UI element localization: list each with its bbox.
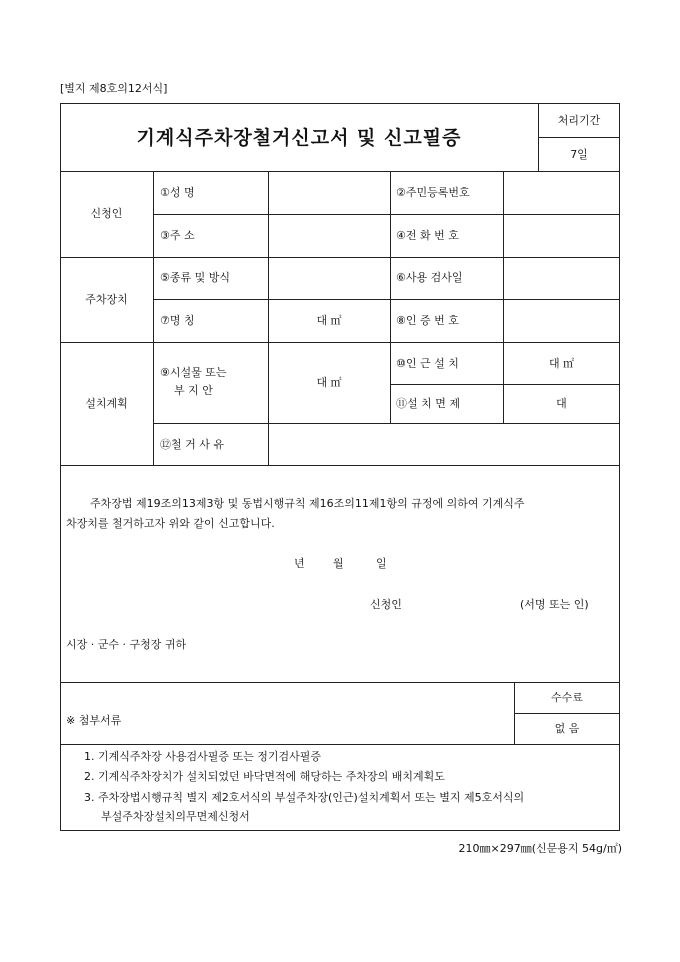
nearby-install-unit: 대 ㎡ [548,357,575,370]
rrn-label: ②주민등록번호 [396,186,470,199]
inspection-date-label: ⑥사용 검사일 [396,271,463,284]
name-label: ①성 명 [160,186,195,199]
address-field[interactable] [269,215,390,257]
attachment-item-1: 1. 기계식주차장 사용검사필증 또는 정기검사필증 [84,750,321,763]
attachments-header: ※ 첨부서류 [66,714,122,727]
exemption-unit: 대 [556,397,567,410]
phone-field[interactable] [504,215,619,257]
recipient: 시장 · 군수 · 구청장 귀하 [66,638,187,651]
signer-label: 신청인 [370,598,402,611]
fee-label: 수수료 [551,691,583,704]
section-applicant: 신청인 [90,207,123,220]
rrn-field[interactable] [504,172,619,214]
page-title: 기계식주차장철거신고서 및 신고필증 [136,127,462,149]
facility-label: ⑨시설물 또는 [160,366,227,379]
phone-label: ④전 화 번 호 [396,229,459,242]
removal-reason-label: ⑫철 거 사 유 [160,438,224,451]
cert-number-label: ⑧인 증 번 호 [396,314,459,327]
section-installation-plan: 설치계획 [85,397,128,410]
signature-label: (서명 또는 인) [520,598,589,611]
exemption-label: ⑪설 치 면 제 [396,397,460,410]
processing-period-label: 처리기간 [557,114,601,127]
address-label: ③주 소 [160,229,195,242]
statement-line-2: 차장치를 철거하고자 위와 같이 신고합니다. [66,517,275,530]
section-parking-device: 주차장치 [85,293,128,306]
facility-label-2: 부 지 안 [174,384,213,397]
nearby-install-label: ⑩인 근 설 치 [396,357,459,370]
type-label: ⑤종류 및 방식 [160,271,230,284]
name-field[interactable] [269,172,390,214]
attachment-item-3: 3. 주차장법시행규칙 별지 제2호서식의 부설주차장(인근)설치계획서 또는 별지 제5호서식의 [84,791,525,804]
form-label: [별지 제8호의12서식] [60,82,168,95]
fee-value: 없 음 [554,722,580,735]
type-field[interactable] [269,258,390,299]
attachment-item-3-cont: 부설주차장설치의무면제신청서 [101,810,250,823]
processing-period-value: 7일 [570,148,588,161]
facility-unit: 대 ㎡ [316,376,342,389]
statement-line-1: 주차장법 제19조의13제3항 및 동법시행규칙 제16조의11제1항의 규정에 의하여 기계식주 [90,497,525,510]
date-month: 월 [333,557,344,570]
cert-number-field[interactable] [504,300,619,342]
device-name-unit: 대 ㎡ [316,314,342,327]
device-name-label: ⑦명 칭 [160,314,195,327]
removal-reason-field[interactable] [269,424,619,465]
date-day: 일 [376,557,387,570]
attachment-item-2: 2. 기계식주차장치가 설치되었던 바닥면적에 해당하는 주차장의 배치계획도 [84,770,445,783]
date-year: 년 [294,557,305,570]
paper-spec: 210㎜×297㎜(신문용지 54g/㎡) [458,842,622,855]
inspection-date-field[interactable] [504,258,619,299]
